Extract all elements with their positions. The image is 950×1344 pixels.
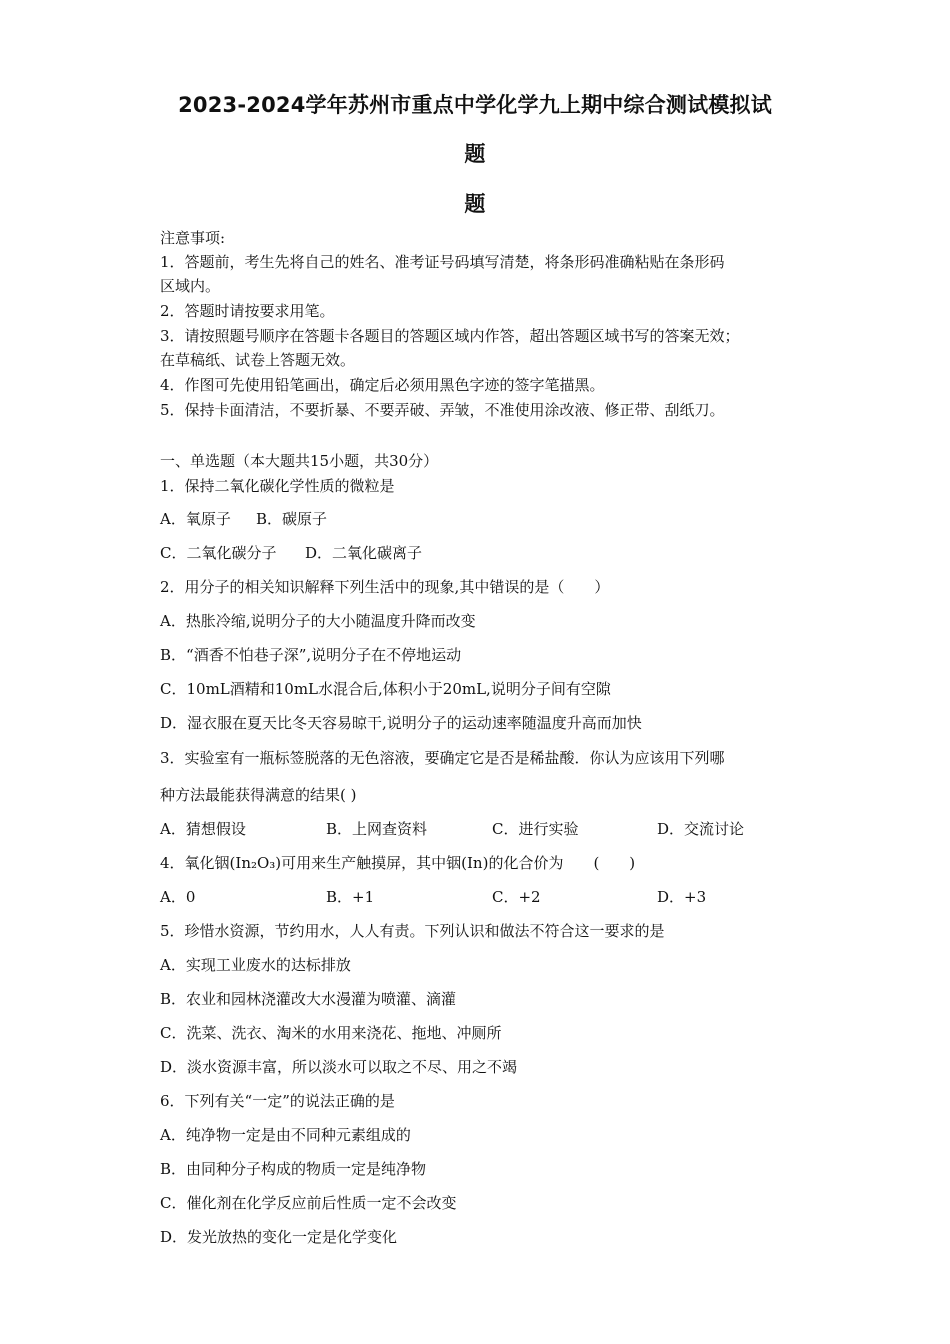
question-4-option-a: A．0	[160, 888, 196, 906]
question-5-option-a: A．实现工业废水的达标排放	[160, 956, 351, 974]
question-2-option-a: A．热胀冷缩,说明分子的大小随温度升降而改变	[160, 612, 476, 630]
question-2-stem: 2．用分子的相关知识解释下列生活中的现象,其中错误的是（ ）	[160, 578, 610, 596]
question-1-option-d: D．二氧化碳离子	[305, 544, 423, 562]
question-5-option-d: D．淡水资源丰富，所以淡水可以取之不尽、用之不竭	[160, 1058, 518, 1076]
notice-item-5: 5．保持卡面清洁，不要折暴、不要弄破、弄皱，不准使用涂改液、修正带、刮纸刀。	[160, 401, 725, 419]
question-5-stem: 5．珍惜水资源，节约用水，人人有责。下列认识和做法不符合这一要求的是	[160, 922, 665, 940]
notice-item-2: 2．答题时请按要求用笔。	[160, 302, 335, 320]
question-3-option-d: D．交流讨论	[657, 820, 745, 838]
page-title-line-1: 2023-2024学年苏州市重点中学化学九上期中综合测试模拟试	[178, 93, 772, 117]
question-2-option-c: C．10mL酒精和10mL水混合后,体积小于20mL,说明分子间有空隙	[160, 680, 611, 698]
page-title-line-2: 题	[464, 142, 486, 166]
page-title-line-3: 题	[464, 192, 486, 216]
question-4-stem: 4．氧化铟(In₂O₃)可用来生产触摸屏，其中铟(In)的化合价为 ( )	[160, 854, 636, 872]
notice-item-1b: 区域内。	[160, 277, 221, 295]
question-3-option-c: C．进行实验	[492, 820, 579, 838]
question-5-option-b: B．农业和园林浇灌改大水漫灌为喷灌、滴灌	[160, 990, 457, 1008]
notice-item-3b: 在草稿纸、试卷上答题无效。	[160, 351, 356, 369]
question-4-option-c: C．+2	[492, 888, 541, 906]
question-1-option-c: C．二氧化碳分子	[160, 544, 277, 562]
question-5-option-c: C．洗菜、洗衣、淘米的水用来浇花、拖地、冲厕所	[160, 1024, 502, 1042]
notice-item-3a: 3．请按照题号顺序在答题卡各题目的答题区域内作答，超出答题区域书写的答案无效；	[160, 327, 740, 345]
question-3-option-b: B．上网查资料	[326, 820, 428, 838]
question-6-stem: 6．下列有关“一定”的说法正确的是	[160, 1092, 395, 1110]
question-4-option-b: B．+1	[326, 888, 375, 906]
notice-heading: 注意事项:	[160, 229, 226, 247]
question-1-option-b: B．碳原子	[256, 510, 328, 528]
question-6-option-a: A．纯净物一定是由不同种元素组成的	[160, 1126, 411, 1144]
question-1-option-a: A．氧原子	[160, 510, 231, 528]
notice-item-1a: 1．答题前，考生先将自己的姓名、准考证号码填写清楚，将条形码准确粘贴在条形码	[160, 253, 725, 271]
question-6-option-d: D．发光放热的变化一定是化学变化	[160, 1228, 398, 1246]
question-2-option-d: D．湿衣服在夏天比冬天容易晾干,说明分子的运动速率随温度升高而加快	[160, 714, 642, 732]
question-3-stem-line-2: 种方法最能获得满意的结果( )	[160, 786, 357, 804]
question-2-option-b: B．“酒香不怕巷子深”,说明分子在不停地运动	[160, 646, 462, 664]
question-1-stem: 1．保持二氧化碳化学性质的微粒是	[160, 477, 395, 495]
question-3-stem-line-1: 3．实验室有一瓶标签脱落的无色溶液，要确定它是否是稀盐酸．你认为应该用下列哪	[160, 749, 725, 767]
question-3-option-a: A．猜想假设	[160, 820, 246, 838]
notice-item-4: 4．作图可先使用铅笔画出，确定后必须用黑色字迹的签字笔描黑。	[160, 376, 605, 394]
question-6-option-b: B．由同种分子构成的物质一定是纯净物	[160, 1160, 427, 1178]
section-heading: 一、单选题（本大题共15小题，共30分）	[160, 452, 439, 470]
question-4-option-d: D．+3	[657, 888, 707, 906]
question-6-option-c: C．催化剂在化学反应前后性质一定不会改变	[160, 1194, 457, 1212]
